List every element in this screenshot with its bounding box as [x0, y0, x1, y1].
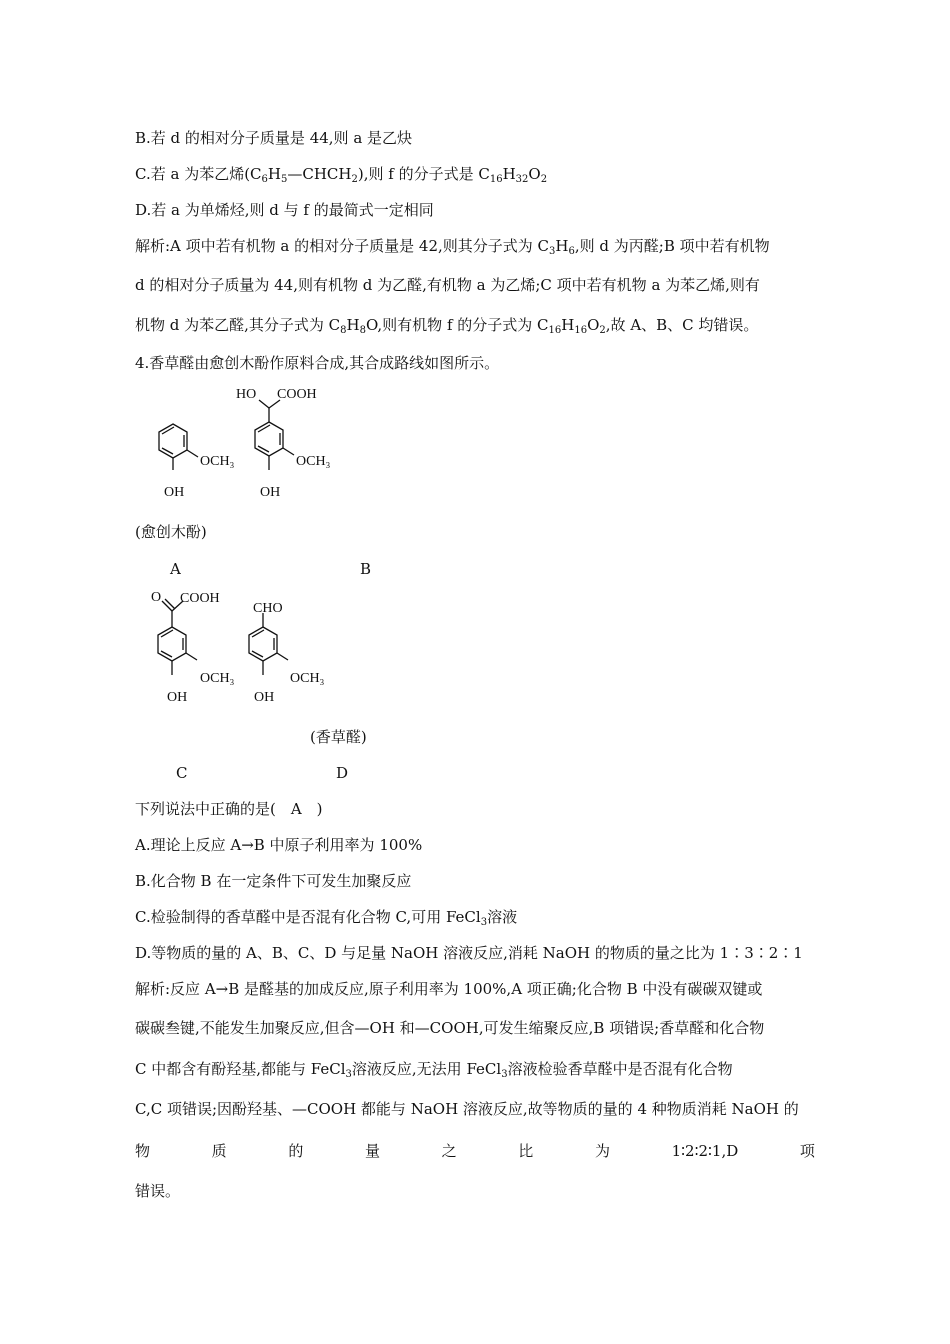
molecule-b-cooh: COOH	[277, 387, 317, 402]
label-c: C	[176, 764, 188, 782]
option-b-q4: B.化合物 B 在一定条件下可发生加聚反应	[135, 872, 412, 890]
option-c-q3: C.若 a 为苯乙烯$(C_6H_5—CHCH_2)$,则 f 的分子式是 $C_{16}H_{32}O_2$	[135, 165, 548, 185]
solution-q4-line1: 解析:反应 A→B 是醛基的加成反应,原子利用率为 100%,A 项正确;化合物 B 中没有碳碳双键或	[135, 980, 763, 998]
molecule-c-cooh: COOH	[180, 591, 220, 606]
solution-q4-line4: C,C 项错误;因酚羟基、—COOH 都能与 NaOH 溶液反应,故等物质的量的 4 种物质消耗 NaOH 的	[135, 1100, 799, 1118]
solution-q4-word: 比	[518, 1142, 534, 1160]
molecule-b-ho: HO	[236, 387, 257, 402]
solution-q3-line2: d 的相对分子质量为 44,则有机物 d 为乙醛,有机物 a 为乙烯;C 项中若有机物 a 为苯乙烯,则有	[135, 276, 760, 294]
molecule-c-o: O	[151, 590, 162, 605]
molecule-c-oh: OH	[167, 690, 188, 705]
question-4: 4.香草醛由愈创木酚作原料合成,其合成路线如图所示。	[135, 354, 500, 372]
solution-q4-line5	[135, 1141, 815, 1161]
molecule-d-oh: OH	[254, 690, 275, 705]
solution-q4-word: 1∶2∶2∶1,D	[671, 1142, 739, 1160]
molecule-a-guaiacol	[159, 424, 198, 470]
label-guaiacol: (愈创木酚)	[135, 523, 207, 541]
question-4-stem: 下列说法中正确的是( A )	[135, 800, 323, 818]
molecule-a-oh: OH	[164, 485, 185, 500]
label-vanillin: (香草醛)	[310, 728, 367, 746]
molecule-d-cho: CHO	[253, 601, 283, 616]
solution-q4-line3: C 中都含有酚羟基,都能与 FeCl$_3$溶液反应,无法用 FeCl$_3$溶液检验香草醛中是否混有化合物	[135, 1060, 733, 1080]
label-a: A	[170, 560, 181, 578]
molecule-b	[255, 400, 294, 470]
solution-q4-word: 量	[364, 1142, 380, 1160]
solution-q4-word: 的	[288, 1142, 304, 1160]
molecule-d-vanillin	[249, 613, 288, 675]
molecule-c-och3: OCH₃	[200, 671, 235, 686]
option-a-q4: A.理论上反应 A→B 中原子利用率为 100%	[135, 836, 423, 854]
solution-q4-word: 为	[594, 1142, 610, 1160]
option-b-q3: B.若 d 的相对分子质量是 44,则 a 是乙炔	[135, 129, 413, 147]
molecule-d-och3: OCH₃	[290, 671, 325, 686]
molecule-a-b-figure	[130, 380, 350, 505]
solution-q4-word: 之	[441, 1142, 457, 1160]
solution-q4-word: 物	[135, 1142, 151, 1160]
option-c-q4: C.检验制得的香草醛中是否混有化合物 C,可用 FeCl$_3$溶液	[135, 908, 518, 928]
solution-q4-line6: 错误。	[135, 1182, 181, 1200]
option-d-q3: D.若 a 为单烯烃,则 d 与 f 的最简式一定相同	[135, 201, 434, 219]
option-d-q4: D.等物质的量的 A、B、C、D 与足量 NaOH 溶液反应,消耗 NaOH 的物质的量之比为 1∶3∶2∶1	[135, 944, 803, 962]
solution-q4-line2: 碳碳叁键,不能发生加聚反应,但含—OH 和—COOH,可发生缩聚反应,B 项错误;香草醛和化合物	[135, 1019, 765, 1037]
solution-q4-word: 项	[799, 1142, 815, 1160]
molecule-c-d-figure	[140, 585, 360, 710]
molecule-a-och3: OCH₃	[200, 454, 235, 469]
solution-q4-word: 质	[211, 1142, 227, 1160]
label-d: D	[336, 764, 349, 782]
label-b: B	[360, 560, 372, 578]
molecule-b-och3: OCH₃	[296, 454, 331, 469]
molecule-c	[158, 599, 197, 675]
solution-q3-line1: 解析:A 项中若有机物 a 的相对分子质量是 42,则其分子式为 $C_3H_6$,则 d 为丙醛;B 项中若有机物	[135, 237, 770, 257]
solution-q3-line3: 机物 d 为苯乙醛,其分子式为 $C_8H_8O$,则有机物 f 的分子式为 $C_{16}H_{16}O_2$,故 A、B、C 均错误。	[135, 316, 759, 336]
molecule-b-oh: OH	[260, 485, 281, 500]
